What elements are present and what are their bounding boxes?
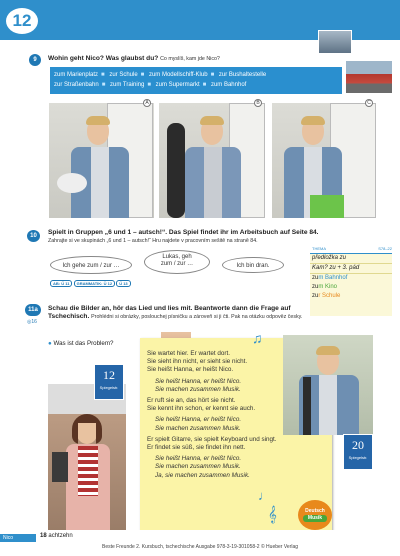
exercise-11a-title-cz: Prohlédni si obrázky, poslouchej písničku a zároveň si ji čti. Pak na otázku odpověz česky. [91, 314, 303, 321]
seal-line-2: Musik [303, 515, 327, 522]
unit-number: 12 [6, 8, 38, 34]
sign-number: 12 [103, 368, 115, 382]
question-item [48, 340, 113, 347]
photo-label-b: B [254, 99, 262, 107]
chip-row-2: zur Straßenbahn ■ zum Training ■ zum Supermarkt ■ zum Bahnhof [54, 82, 247, 88]
track-number: 16 [31, 319, 37, 325]
deutsch-musik-seal [298, 500, 332, 530]
cd-icon: ◎ [27, 319, 32, 325]
grammar-item-3 [310, 292, 392, 301]
photo-a [49, 103, 154, 218]
chip: zur Schule [109, 72, 138, 78]
grammar-header [310, 244, 392, 254]
photo-label-a: A [143, 99, 151, 107]
station-photo [318, 30, 352, 54]
sign-street: Spiegelstr. [99, 385, 119, 390]
ref-u13: Ü 13 [116, 280, 130, 287]
chip-row-1: zum Marienplatz ■ zur Schule ■ zum Modellschiff-Klub ■ zur Bushaltestelle [54, 72, 267, 78]
street-sign-left [94, 364, 124, 400]
lyric-line: Ja, sie machen zusammen Musik. [155, 471, 250, 479]
lyric-line: Sie machen zusammen Musik. [155, 463, 241, 471]
exercise-10-badge: 10 [27, 230, 40, 242]
page-number-digits: 18 [40, 533, 47, 539]
chip: zum Marienplatz [54, 72, 99, 78]
speech-bubble-2 [144, 250, 210, 274]
treble-clef-icon: 𝄞 [268, 506, 277, 523]
ref-ab: AB: Ü 11 [50, 280, 72, 287]
nico-photo [283, 335, 373, 435]
grammar-suffix: m Kino [318, 284, 338, 290]
grammar-prefix: zu [312, 293, 319, 299]
grammar-item-2 [310, 283, 392, 292]
grammar-suffix: m Bahnhof [318, 275, 348, 281]
audio-track-icon[interactable] [27, 319, 37, 325]
grammar-label: THEMA [312, 246, 326, 251]
page-number-word: achtzehn [48, 533, 73, 539]
workbook-references [50, 281, 131, 286]
page-number [40, 533, 73, 539]
grammar-box [310, 244, 392, 316]
photo-label-c: C [365, 99, 373, 107]
lyric-line: Sie heißt Hanna, er heißt Nico. [147, 366, 234, 374]
exercise-10-subtitle: Zahrajte si ve skupinách „6 und 1 – autsch!“ Hru najdete v pracovním sešitě na straně 84. [48, 238, 258, 244]
destination-chips [50, 67, 342, 94]
lyric-line: Sie kennt ihn schon, er kennt sie auch. [147, 405, 256, 413]
music-note-icon: ♩ [258, 488, 271, 503]
chip: zum Training [110, 82, 145, 88]
grammar-line-1: předložka zu [310, 254, 392, 264]
ref-grammatik: GRAMMATIK: Ü 12 [74, 280, 115, 287]
lyric-line: Sie sieht ihn nicht, er sieht sie nicht. [147, 358, 248, 366]
grammar-prefix: zu [312, 275, 319, 281]
lyric-line: Er findet sie süß, sie findet ihn nett. [147, 444, 246, 452]
train-photo [345, 60, 393, 94]
speech-bubble-3: Ich bin dran. [222, 257, 284, 273]
grammar-page: S78–22 [378, 246, 392, 251]
sign-number: 20 [352, 438, 364, 452]
exercise-11a-title [48, 305, 306, 322]
exercise-11a-title-de: Schau die Bilder an, hör das Lied und lies mit. Beantworte dann die Frage auf Tschechisch. [48, 305, 291, 321]
lyric-line: Sie wartet hier. Er wartet dort. [147, 350, 230, 357]
question-text: Was ist das Problem? [53, 340, 114, 347]
exercise-9-title-de: Wohin geht Nico? Was glaubst du? [48, 55, 159, 62]
bubble-2-line-2: zum / zur … [160, 261, 194, 267]
street-sign-right [343, 434, 373, 470]
grammar-item-1 [310, 274, 392, 283]
photo-b [159, 103, 265, 218]
grammar-suffix: r Schule [318, 293, 341, 299]
sign-street: Spiegelstr. [348, 455, 368, 460]
footer-credit: Beste Freunde 2. Kursbuch, tschechische Ausgabe 978-3-19-301058-2 © Hueber Verlag [101, 544, 299, 550]
lyric-line: Sie heißt Hanna, er heißt Nico. [155, 455, 242, 463]
chip: zum Bahnhof [210, 82, 247, 88]
lyric-line: Sie machen zusammen Musik. [155, 424, 241, 432]
exercise-9-badge: 9 [29, 54, 41, 66]
chip: zum Modellschiff-Klub [148, 72, 208, 78]
grammar-prefix: zu [312, 284, 319, 290]
bubble-2-line-1: Lukas, geh [162, 254, 192, 260]
exercise-10-title: Spielt in Gruppen „6 und 1 – autsch!“. Das Spiel findet ihr im Arbeitsbuch auf Seite 84. [48, 229, 319, 236]
music-note-icon: ♫ [252, 330, 263, 346]
chip: zur Straßenbahn [54, 82, 99, 88]
exercise-9-title-cz: Co myslíš, kam jde Nico? [160, 56, 220, 62]
lyric-line: Sie heißt Hanna, er heißt Nico. [155, 377, 242, 385]
lyric-line: Sie heißt Hanna, er heißt Nico. [155, 416, 242, 424]
hanna-photo [48, 384, 126, 530]
speech-bubble-1: Ich gehe zum / zur … [50, 256, 132, 274]
grammar-line-2: Kam? zu + 3. pád [310, 264, 392, 274]
exercise-11a-badge: 11a [25, 304, 41, 316]
chip: zum Supermarkt [155, 82, 200, 88]
lyric-line: Sie machen zusammen Musik. [155, 385, 241, 393]
exercise-9-title [48, 55, 318, 63]
bullet-icon: ● [48, 340, 52, 347]
footer-tab: Nico [0, 534, 36, 542]
page-footer [0, 530, 400, 556]
photo-c [272, 103, 376, 218]
lyric-line: Er ruft sie an, das hört sie nicht. [147, 397, 236, 405]
chip: zur Bushaltestelle [218, 72, 267, 78]
lyric-line: Er spielt Gitarre, sie spielt Keyboard und singt. [147, 435, 277, 443]
seal-line-1: Deutsch [305, 508, 325, 514]
